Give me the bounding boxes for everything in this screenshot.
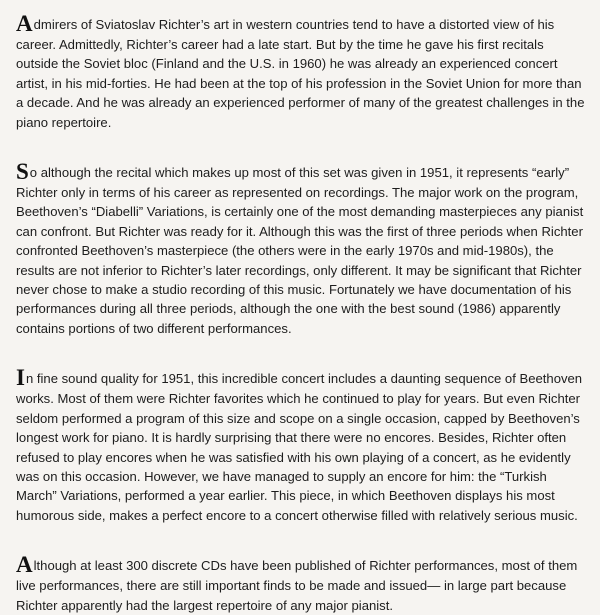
drop-initial: A	[16, 11, 33, 36]
paragraph-4	[16, 553, 586, 615]
drop-initial: I	[16, 365, 25, 391]
drop-initial: A	[16, 552, 33, 578]
paragraph-3	[16, 366, 586, 525]
drop-initial: S	[16, 159, 29, 185]
paragraph-2	[16, 160, 586, 338]
paragraph-text: lthough at least 300 discrete CDs have been published of Richter performances, most of them live performances, there are still important finds to be made and issued— in large part because Richter apparently had the largest repertoire of any major pianist.	[16, 558, 578, 613]
paragraph-text: dmirers of Sviatoslav Richter’s art in western countries tend to have a distorted view of his career. Admittedly, Richter’s career had a late start. But by the time he gave his first recitals outside the Soviet bloc (Finland and the U.S. in 1960) he was already an experienced concert artist, in his mid-forties. He had been at the top of his profession in the Soviet Union for more than a decade. And he was already an experienced performer of many of the greatest challenges in the piano repertoire.	[16, 17, 585, 130]
paragraph-text: o although the recital which makes up most of this set was given in 1951, it represents “early” Richter only in terms of his career as represented on recordings. The major work on the program, Beethoven’s “Diabelli” Variations, is certainly one of the most demanding masterpieces any pianist can confront. But Richter was ready for it. Although this was the first of three periods when Richter confronted Beethoven’s masterpiece (the others were in the early 1970s and mid-1980s), the results are not inferior to Richter’s later recordings, only different. It may be significant that Richter never chose to make a studio recording of this music. Fortunately we have documentation of his performances during all three periods, although the one with the best sound (1986) apparently contains portions of two different performances.	[16, 165, 584, 336]
paragraph-1	[16, 12, 586, 132]
paragraph-text: n fine sound quality for 1951, this incredible concert includes a daunting sequence of Beethoven works. Most of them were Richter favorites which he continued to play for years. But even Richter seldom performed a program of this size and scope on a single occasion, capped by Beethoven’s longest work for piano. It is hardly surprising that there were no encores. Besides, Richter often refused to play encores when he was satisfied with his own playing of a concert, as he evidently was on this occasion. However, we have managed to supply an encore for him: the “Turkish March” Variations, performed a year earlier. This piece, in which Beethoven displays his most humorous side, makes a perfect encore to a concert otherwise filled with relatively serious music.	[16, 371, 583, 523]
